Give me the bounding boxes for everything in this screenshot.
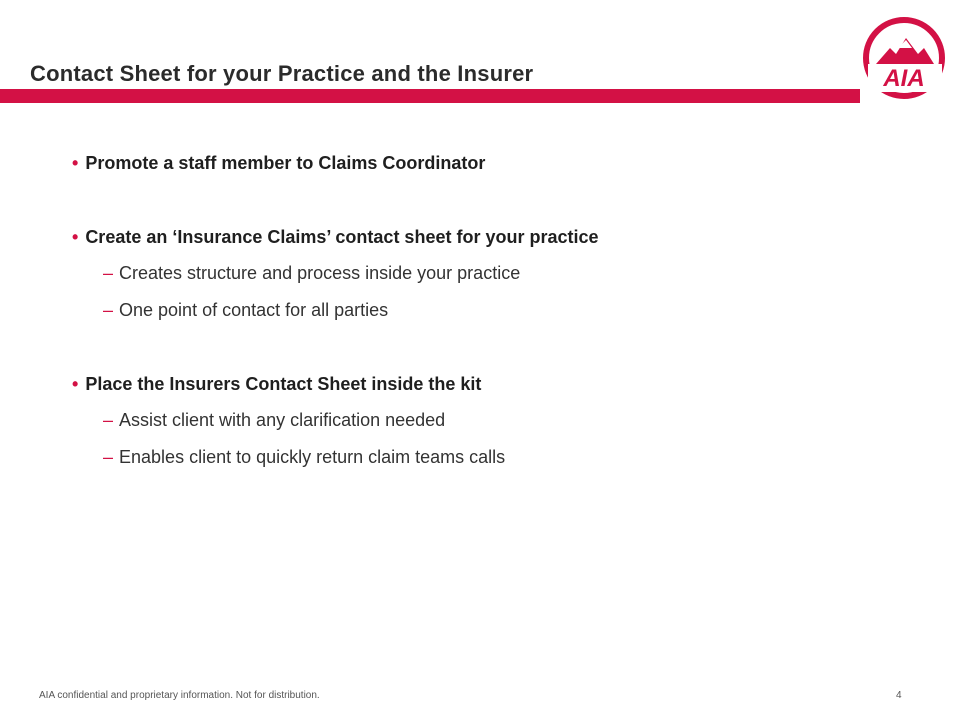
- sub-bullet-text: Creates structure and process inside your practice: [119, 263, 521, 283]
- sub-marker: –: [103, 447, 114, 467]
- confidentiality-footer: AIA confidential and proprietary information. Not for distribution.: [39, 690, 320, 701]
- page-number: 4: [896, 690, 902, 701]
- sub-marker: –: [103, 263, 114, 283]
- sub-bullet-item: [103, 263, 520, 284]
- aia-logo-icon: [862, 14, 948, 106]
- sub-bullet-item: [103, 410, 445, 431]
- title-underline-bar: [0, 89, 860, 103]
- bullet-marker: •: [72, 153, 79, 173]
- aia-logo: [862, 14, 948, 106]
- sub-bullet-item: [103, 300, 388, 321]
- bullet-marker: •: [72, 374, 79, 394]
- bullet-text: Create an ‘Insurance Claims’ contact sheet for your practice: [85, 227, 599, 247]
- bullet-text: Place the Insurers Contact Sheet inside the kit: [85, 374, 482, 394]
- sub-bullet-text: Enables client to quickly return claim teams calls: [119, 447, 506, 467]
- slide-title: Contact Sheet for your Practice and the Insurer: [30, 61, 534, 86]
- bullet-text: Promote a staff member to Claims Coordinator: [85, 153, 486, 173]
- sub-bullet-text: One point of contact for all parties: [119, 300, 389, 320]
- sub-bullet-item: [103, 447, 505, 468]
- logo-text: AIA: [883, 65, 925, 92]
- bullet-item: [72, 153, 485, 174]
- bullet-item: [72, 227, 599, 248]
- bullet-item: [72, 374, 481, 395]
- sub-marker: –: [103, 300, 114, 320]
- sub-marker: –: [103, 410, 114, 430]
- sub-bullet-text: Assist client with any clarification needed: [119, 410, 446, 430]
- bullet-marker: •: [72, 227, 79, 247]
